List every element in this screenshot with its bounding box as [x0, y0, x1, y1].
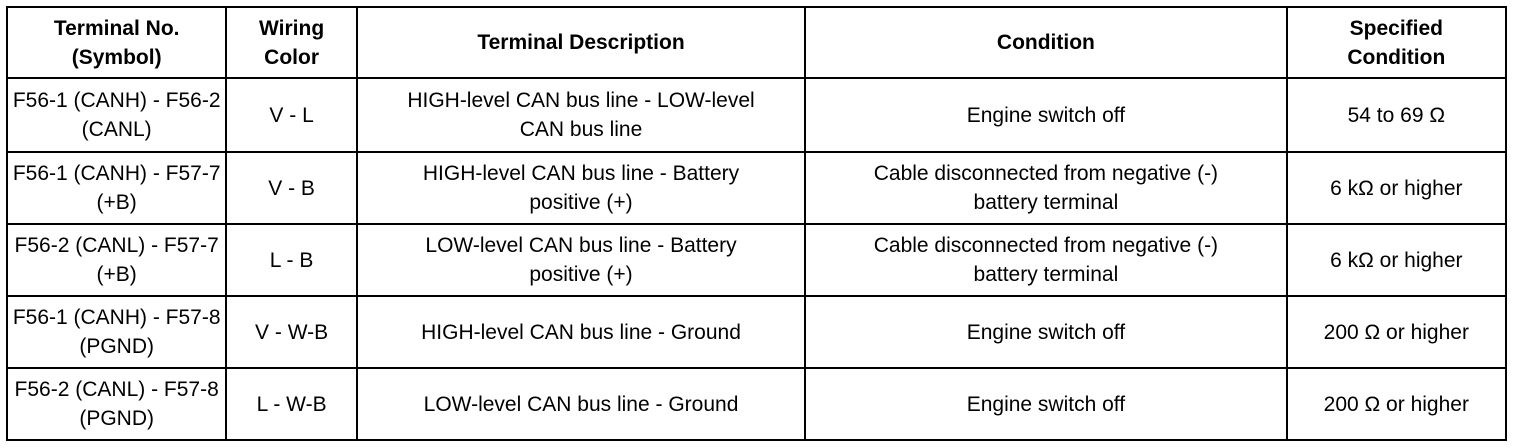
cell-condition-line-2: battery terminal [973, 263, 1119, 286]
cell-terminal-line-1: F56-2 (CANL) - F57-7 [14, 234, 219, 257]
cell-condition [805, 78, 1286, 152]
cell-condition [805, 296, 1286, 368]
cell-specified: 200 Ω or higher [1287, 296, 1506, 368]
header-specified-line-2: Condition [1347, 45, 1446, 69]
cell-terminal-line-1: F56-1 (CANH) - F57-7 [12, 162, 221, 185]
header-condition [805, 7, 1286, 78]
cell-wiring: L - B [226, 224, 357, 296]
cell-condition-line-1: Engine switch off [966, 320, 1126, 344]
cell-description-line-1: LOW-level CAN bus line - Ground [423, 392, 739, 416]
cell-description-line-1: HIGH-level CAN bus line - LOW-level [407, 89, 755, 112]
cell-condition [805, 368, 1286, 440]
header-description-line-1: Terminal Description [477, 31, 685, 54]
cell-specified: 6 kΩ or higher [1287, 224, 1506, 296]
cell-description-line-2: positive (+) [529, 191, 633, 214]
cell-terminal-line-2: (+B) [96, 263, 137, 286]
header-condition-line-1: Condition [996, 31, 1095, 54]
cell-condition [805, 152, 1286, 224]
cell-specified: 6 kΩ or higher [1287, 152, 1506, 224]
cell-condition-line-1: Cable disconnected from negative (-) [873, 162, 1219, 185]
table-row [7, 224, 1506, 296]
cell-specified: 54 to 69 Ω [1287, 78, 1506, 152]
header-specified-line-1: Specified [1349, 16, 1443, 40]
cell-specified: 200 Ω or higher [1287, 368, 1506, 440]
cell-terminal-line-2: (CANL) [81, 118, 152, 141]
cell-description [357, 224, 805, 296]
header-terminal-no [7, 7, 226, 78]
cell-condition-line-1: Cable disconnected from negative (-) [873, 234, 1219, 257]
cell-description-line-2: positive (+) [529, 263, 633, 286]
cell-condition [805, 224, 1286, 296]
table-row [7, 152, 1506, 224]
table-header-row [7, 7, 1506, 78]
cell-description-line-1: HIGH-level CAN bus line - Battery [422, 162, 740, 185]
terminal-spec-table [6, 6, 1507, 441]
cell-terminal-line-2: (+B) [96, 191, 137, 214]
cell-terminal-line-1: F56-1 (CANH) - F56-2 [12, 89, 221, 112]
cell-terminal [7, 152, 226, 224]
cell-terminal [7, 224, 226, 296]
cell-description [357, 152, 805, 224]
cell-terminal [7, 78, 226, 152]
cell-description [357, 296, 805, 368]
table-row [7, 296, 1506, 368]
cell-terminal-line-1: F56-2 (CANL) - F57-8 [14, 378, 219, 401]
cell-wiring: V - W-B [226, 296, 357, 368]
header-specified-condition [1287, 7, 1506, 78]
cell-condition-line-2: battery terminal [973, 191, 1119, 214]
table-row [7, 368, 1506, 440]
cell-description [357, 368, 805, 440]
header-terminal-line-2: (Symbol) [71, 45, 162, 69]
header-terminal-description [357, 7, 805, 78]
cell-terminal-line-2: (PGND) [79, 407, 154, 430]
cell-terminal-line-1: F56-1 (CANH) - F57-8 [12, 306, 221, 329]
cell-description-line-2: CAN bus line [519, 118, 643, 141]
cell-terminal [7, 296, 226, 368]
cell-description [357, 78, 805, 152]
cell-wiring: V - B [226, 152, 357, 224]
cell-terminal-line-2: (PGND) [79, 335, 154, 358]
table-row [7, 78, 1506, 152]
header-terminal-line-1: Terminal No. [53, 16, 180, 40]
header-wiring-line-2: Color [264, 45, 319, 69]
cell-terminal [7, 368, 226, 440]
cell-wiring: L - W-B [226, 368, 357, 440]
cell-condition-line-1: Engine switch off [966, 392, 1126, 416]
cell-description-line-1: HIGH-level CAN bus line - Ground [421, 320, 741, 344]
cell-wiring: V - L [226, 78, 357, 152]
header-wiring-color [226, 7, 357, 78]
cell-description-line-1: LOW-level CAN bus line - Battery [425, 234, 737, 257]
cell-condition-line-1: Engine switch off [966, 103, 1126, 127]
header-wiring-line-1: Wiring [259, 16, 325, 40]
